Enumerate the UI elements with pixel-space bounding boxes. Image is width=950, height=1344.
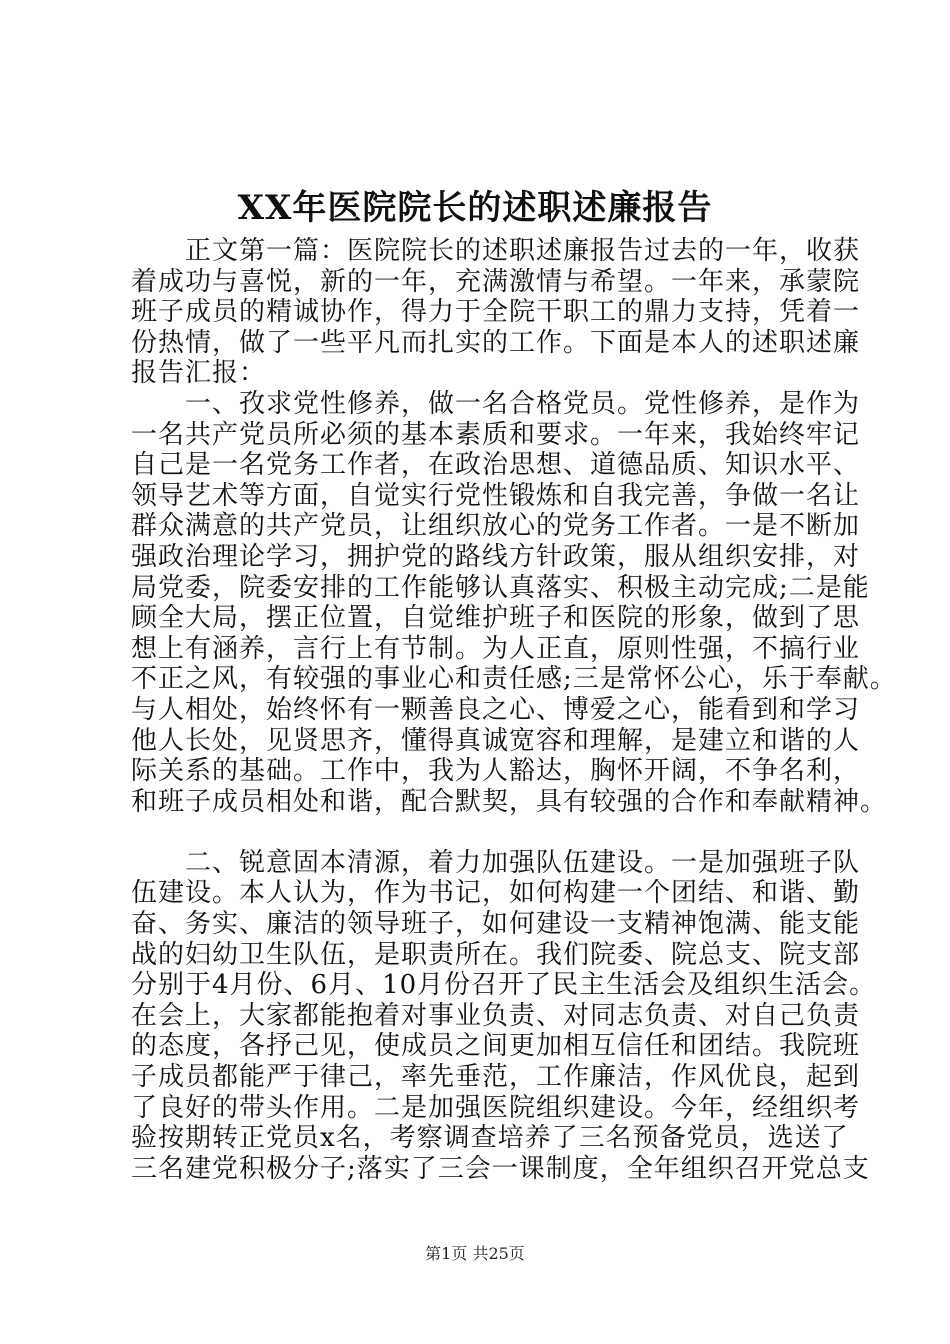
body-line: 子成员都能严于律己，率先垂范，工作廉洁，作风优良，起到 xyxy=(131,1062,861,1093)
body-line: 报告汇报： xyxy=(131,358,267,389)
body-line: 领导艺术等方面，自觉实行党性锻炼和自我完善，争做一名让 xyxy=(131,480,861,511)
body-line: 局党委，院委安排的工作能够认真落实、积极主动完成;二是能 xyxy=(131,572,870,603)
body-line: 正文第一篇：医院院长的述职述廉报告过去的一年，收获 xyxy=(131,236,861,266)
body-line: 分别于4月份、6月、10月份召开了民主生活会及组织生活会。 xyxy=(131,970,877,1001)
body-line: 与人相处，始终怀有一颗善良之心、博爱之心，能看到和学习 xyxy=(131,694,861,725)
body-line: 一、孜求党性修养，做一名合格党员。党性修养，是作为 xyxy=(131,388,861,419)
body-line: 着成功与喜悦，新的一年，充满激情与希望。一年来，承蒙院 xyxy=(131,266,861,297)
body-line: 自己是一名党务工作者，在政治思想、道德品质、知识水平、 xyxy=(131,450,861,481)
body-line: 验按期转正党员x名，考察调查培养了三名预备党员，选送了 xyxy=(131,1123,849,1154)
body-line: 一名共产党员所必须的基本素质和要求。一年来，我始终牢记 xyxy=(131,419,861,450)
body-line: 他人长处，见贤思齐，懂得真诚宽容和理解，是建立和谐的人 xyxy=(131,725,861,756)
document-body xyxy=(131,236,897,1184)
body-line: 和班子成员相处和谐，配合默契，具有较强的合作和奉献精神。 xyxy=(131,786,888,817)
body-line: 顾全大局，摆正位置，自觉维护班子和医院的形象，做到了思 xyxy=(131,603,861,634)
body-line: 奋、务实、廉洁的领导班子，如何建设一支精神饱满、能支能 xyxy=(131,909,861,940)
body-line: 班子成员的精诚协作，得力于全院干职工的鼎力支持，凭着一 xyxy=(131,297,861,328)
body-line: 伍建设。本人认为，作为书记，如何构建一个团结、和谐、勤 xyxy=(131,878,861,909)
body-line: 战的妇幼卫生队伍，是职责所在。我们院委、院总支、院支部 xyxy=(131,939,861,970)
body-line: 在会上，大家都能抱着对事业负责、对同志负责、对自己负责 xyxy=(131,1000,861,1031)
document-title: XX年医院院长的述职述廉报告 xyxy=(237,188,713,228)
body-line: 不正之风，有较强的事业心和责任感;三是常怀公心，乐于奉献。 xyxy=(131,664,897,695)
body-line: 际关系的基础。工作中，我为人豁达，胸怀开阔，不争名利， xyxy=(131,756,861,787)
body-line: 想上有涵养，言行上有节制。为人正直，原则性强，不搞行业 xyxy=(131,633,861,664)
body-line: 的态度，各抒己见，使成员之间更加相互信任和团结。我院班 xyxy=(131,1031,861,1062)
body-line: 二、锐意固本清源，着力加强队伍建设。一是加强班子队 xyxy=(131,847,861,878)
body-line: 三名建党积极分子;落实了三会一课制度，全年组织召开党总支 xyxy=(131,1153,870,1184)
page-footer: 第1页 共25页 xyxy=(425,1244,525,1263)
body-line: 了良好的带头作用。二是加强医院组织建设。今年，经组织考 xyxy=(131,1092,861,1123)
body-line: 群众满意的共产党员，让组织放心的党务工作者。一是不断加 xyxy=(131,511,861,542)
paragraph-gap xyxy=(131,817,851,848)
body-line: 强政治理论学习，拥护党的路线方针政策，服从组织安排，对 xyxy=(131,541,861,572)
body-line: 份热情，做了一些平凡而扎实的工作。下面是本人的述职述廉 xyxy=(131,327,861,358)
